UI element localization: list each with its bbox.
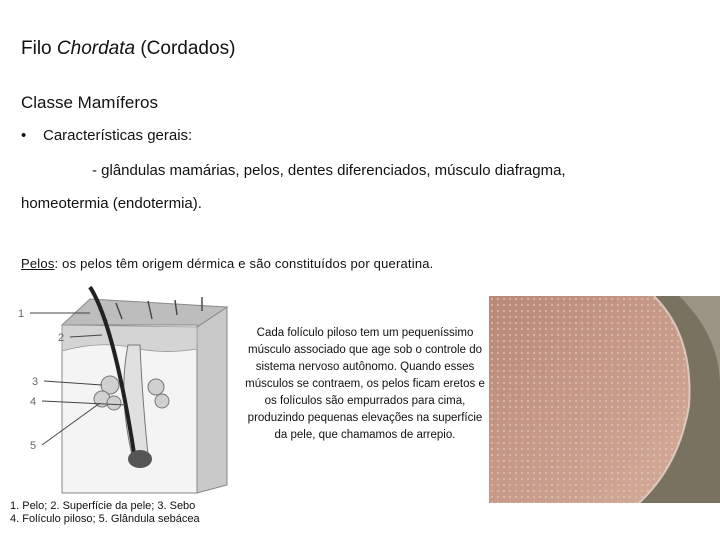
bullet-dot: • — [21, 127, 27, 144]
features-line-1: - glândulas mamárias, pelos, dentes diferenciados, músculo diafragma, — [92, 162, 566, 179]
bullet-text: Características gerais: — [43, 127, 193, 144]
caption-line-2: 4. Folículo piloso; 5. Glândula sebácea — [10, 513, 200, 525]
title-prefix: Filo — [21, 38, 57, 59]
goosebumps-photo — [489, 296, 720, 503]
pelos-label: Pelos — [21, 256, 55, 271]
diagram-label-2: 2 — [58, 332, 65, 344]
hair-bulb — [128, 450, 152, 468]
title-italic: Chordata — [56, 38, 136, 59]
skin-block-side — [197, 307, 227, 493]
bullet-characteristics — [21, 127, 192, 144]
title-suffix: (Cordados) — [135, 38, 236, 59]
diagram-label-3: 3 — [32, 376, 39, 388]
arrepio-description: Cada folículo piloso tem um pequeníssimo músculo associado que age sob o controle do sistema nervoso autônomo. Quando esses músculos se contraem, os pelos ficam eretos e os folículos são empurrados para cima, produzindo pequenas elevações na superfície da pele, que chamamos de arrepio. — [245, 327, 485, 441]
features-line-2: homeotermia (endotermia). — [21, 195, 202, 212]
caption-line-1: 1. Pelo; 2. Superfície da pele; 3. Sebo — [10, 500, 196, 512]
class-heading: Classe Mamíferos — [21, 93, 158, 112]
pelos-paragraph — [21, 256, 434, 271]
hair-follicle-diagram — [2, 285, 230, 495]
diagram-label-4: 4 — [30, 396, 37, 408]
slide-title — [21, 38, 235, 60]
pelos-text: : os pelos têm origem dérmica e são constituídos por queratina. — [54, 256, 434, 271]
diagram-label-1: 1 — [18, 308, 25, 320]
diagram-label-5: 5 — [30, 440, 37, 452]
diagram-caption — [10, 500, 200, 526]
